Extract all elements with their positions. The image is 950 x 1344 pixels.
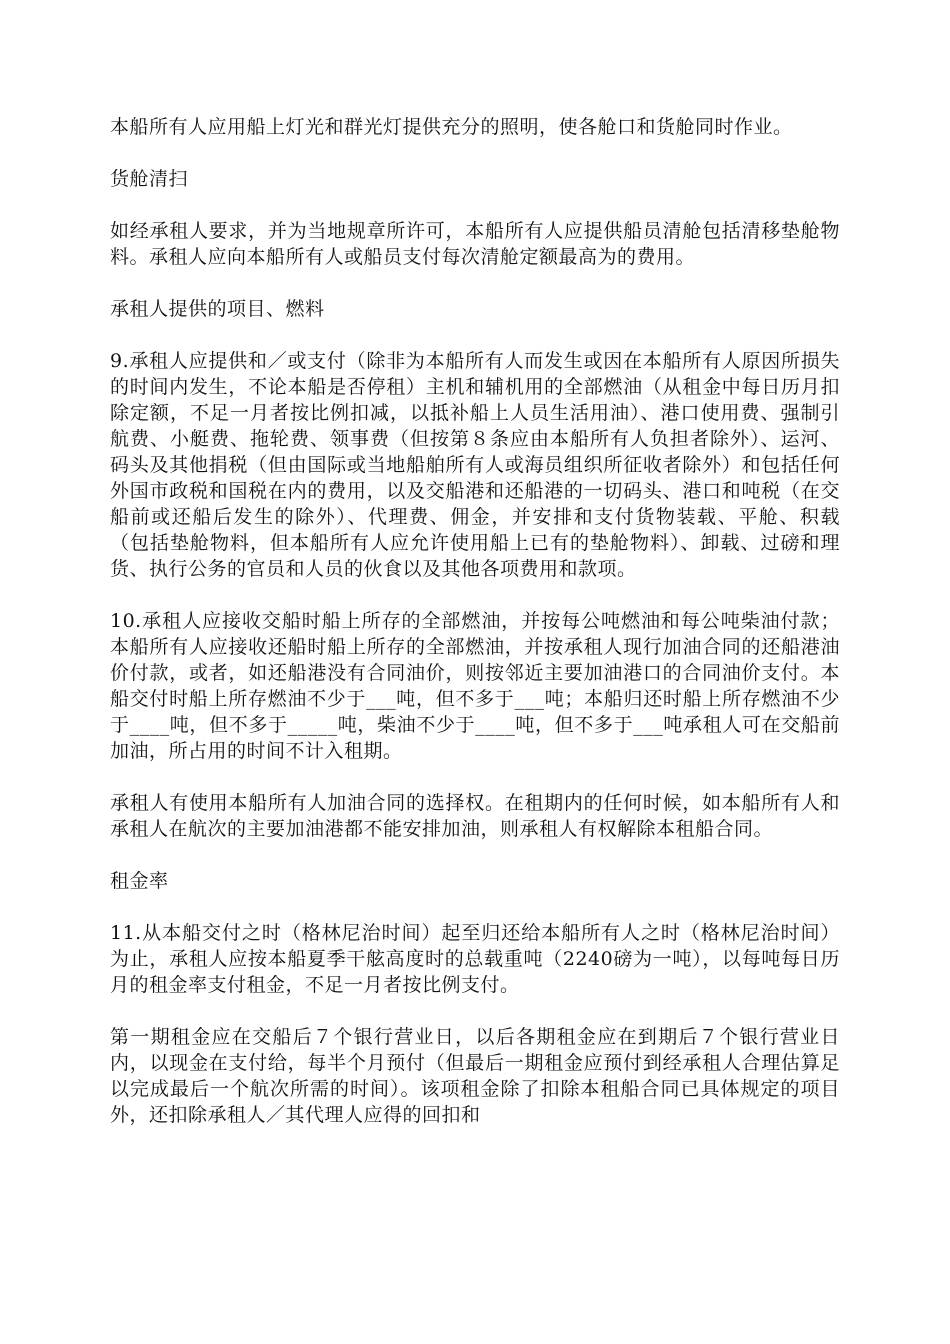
lighting-paragraph: 本船所有人应用船上灯光和群光灯提供充分的照明，使各舱口和货舱同时作业。 (110, 116, 793, 138)
bunker-contract-option-paragraph: 承租人有使用本船所有人加油合同的选择权。在租期内的任何时候，如本船所有人和承租人在航次的主要加油港都不能安排加油，则承租人有权解除本租船合同。 (110, 792, 840, 840)
clause-11-paragraph: 11.从本船交付之时（格林尼治时间）起至归还给本船所有人之时（格林尼治时间）为止，承租人应按本船夏季干舷高度时的总载重吨（2240磅为一吨），以每吨每日历月的租金率支付租金，不足一月者按比例支付。 (110, 922, 840, 996)
hire-payment-paragraph: 第一期租金应在交船后７个银行营业日，以后各期租金应在到期后７个银行营业日内，以现金在支付给，每半个月预付（但最后一期租金应预付到经承租人合理估算足以完成最后一个航次所需的时间）。该项租金除了扣除本租船合同已具体规定的项目外，还扣除承租人／其代理人应得的回扣和 (110, 1026, 840, 1126)
heading-hire-rate: 租金率 (110, 870, 169, 892)
document-body (110, 114, 840, 1154)
heading-hold-cleaning: 货舱清扫 (110, 168, 189, 190)
clause-10-paragraph: 10.承租人应接收交船时船上所存的全部燃油，并按每公吨燃油和每公吨柴油付款；本船所有人应接收还船时船上所存的全部燃油，并按承租人现行加油合同的还船港油价付款，或者，如还船港没有合同油价，则按邻近主要加油港口的合同油价支付。本船交付时船上所存燃油不少于___吨，但不多于___吨；本船归还时船上所存燃油不少于____吨，但不多于_____吨，柴油不少于____吨，但不多于___吨承租人可在交船前加油，所占用的时间不计入租期。 (110, 610, 840, 762)
heading-charterer-items-fuel: 承租人提供的项目、燃料 (110, 298, 325, 320)
hold-cleaning-paragraph: 如经承租人要求，并为当地规章所许可，本船所有人应提供船员清舱包括清移垫舱物料。承租人应向本船所有人或船员支付每次清舱定额最高为的费用。 (110, 220, 840, 268)
clause-9-paragraph: 9.承租人应提供和／或支付（除非为本船所有人而发生或因在本船所有人原因所损失的时间内发生，不论本船是否停租）主机和辅机用的全部燃油（从租金中每日历月扣除定额，不足一月者按比例扣减，以抵补船上人员生活用油）、港口使用费、强制引航费、小艇费、拖轮费、领事费（但按第８条应由本船所有人负担者除外）、运河、码头及其他捐税（但由国际或当地船舶所有人或海员组织所征收者除外）和包括任何外国市政税和国税在内的费用，以及交船港和还船港的一切码头、港口和吨税（在交船前或还船后发生的除外）、代理费、佣金，并安排和支付货物装载、平舱、积载（包括垫舱物料，但本船所有人应允许使用船上已有的垫舱物料）、卸载、过磅和理货、执行公务的官员和人员的伙食以及其他各项费用和款项。 (110, 350, 840, 580)
